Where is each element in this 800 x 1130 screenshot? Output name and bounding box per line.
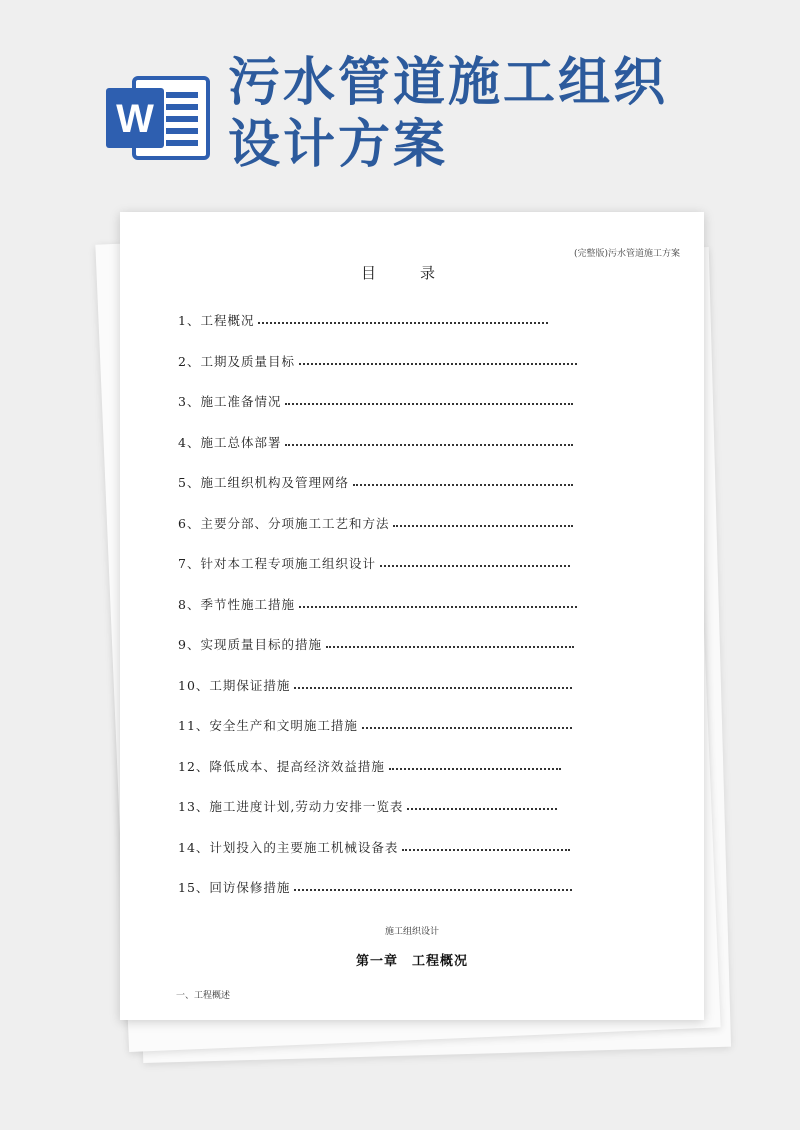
word-logo-icon [104,70,214,166]
toc-entry [178,341,658,382]
toc-entry-label: 14、计划投入的主要施工机械设备表 [178,839,399,855]
toc-entry [178,300,658,341]
toc-entry [178,867,658,908]
toc-entry [178,503,658,544]
toc-dot-leader [299,363,577,365]
toc-entry [178,827,658,868]
toc-dot-leader [389,768,561,770]
document-page [120,212,704,1020]
page-headline [228,52,768,176]
toc-entry-label: 12、降低成本、提高经济效益措施 [178,758,385,774]
toc-dot-leader [407,808,557,810]
toc-entry-label: 5、施工组织机构及管理网络 [178,475,349,491]
toc-entry-label: 15、回访保修措施 [178,880,291,896]
toc-dot-leader [362,727,572,729]
word-logo-letter: W [116,97,154,141]
toc-entry [178,624,658,665]
toc-dot-leader [299,606,577,608]
toc-entry-label: 2、工期及质量目标 [178,353,295,369]
toc-entry [178,786,658,827]
toc-entry [178,381,658,422]
toc-entry [178,665,658,706]
toc-entry-label: 13、施工进度计划,劳动力安排一览表 [178,799,404,815]
table-of-contents [178,300,658,908]
toc-title [338,262,458,283]
toc-entry-label: 1、工程概况 [178,313,255,329]
toc-dot-leader [285,444,573,446]
toc-dot-leader [326,646,574,648]
toc-entry-label: 6、主要分部、分项施工工艺和方法 [178,515,390,531]
document-footer-label: 施工组织设计 [384,927,439,937]
toc-entry-label: 3、施工准备情况 [178,394,282,410]
headline-line-1: 污水管道施工组织 [228,53,669,113]
toc-entry [178,422,658,463]
toc-entry [178,746,658,787]
toc-entry-label: 9、实现质量目标的措施 [178,637,322,653]
toc-entry-label: 7、针对本工程专项施工组织设计 [178,556,376,572]
toc-dot-leader [353,484,573,486]
toc-title-right: 录 [420,264,436,282]
running-header: (完整版)污水管道施工方案 [573,249,680,259]
toc-entry-label: 10、工期保证措施 [178,677,291,693]
toc-entry [178,462,658,503]
toc-title-left: 目 [360,264,376,282]
toc-entry-label: 11、安全生产和文明施工措施 [178,718,358,734]
toc-entry [178,543,658,584]
toc-dot-leader [380,565,570,567]
toc-dot-leader [294,687,572,689]
toc-dot-leader [285,403,573,405]
chapter-title: 第一章 工程概况 [355,954,468,969]
toc-entry [178,584,658,625]
toc-entry [178,705,658,746]
toc-dot-leader [258,322,548,324]
toc-dot-leader [294,889,572,891]
toc-entry-label: 8、季节性施工措施 [178,596,295,612]
toc-dot-leader [402,849,570,851]
toc-dot-leader [393,525,573,527]
headline-line-2: 设计方案 [228,115,449,175]
toc-entry-label: 4、施工总体部署 [178,434,282,450]
section-label: 一、工程概述 [176,991,231,1001]
